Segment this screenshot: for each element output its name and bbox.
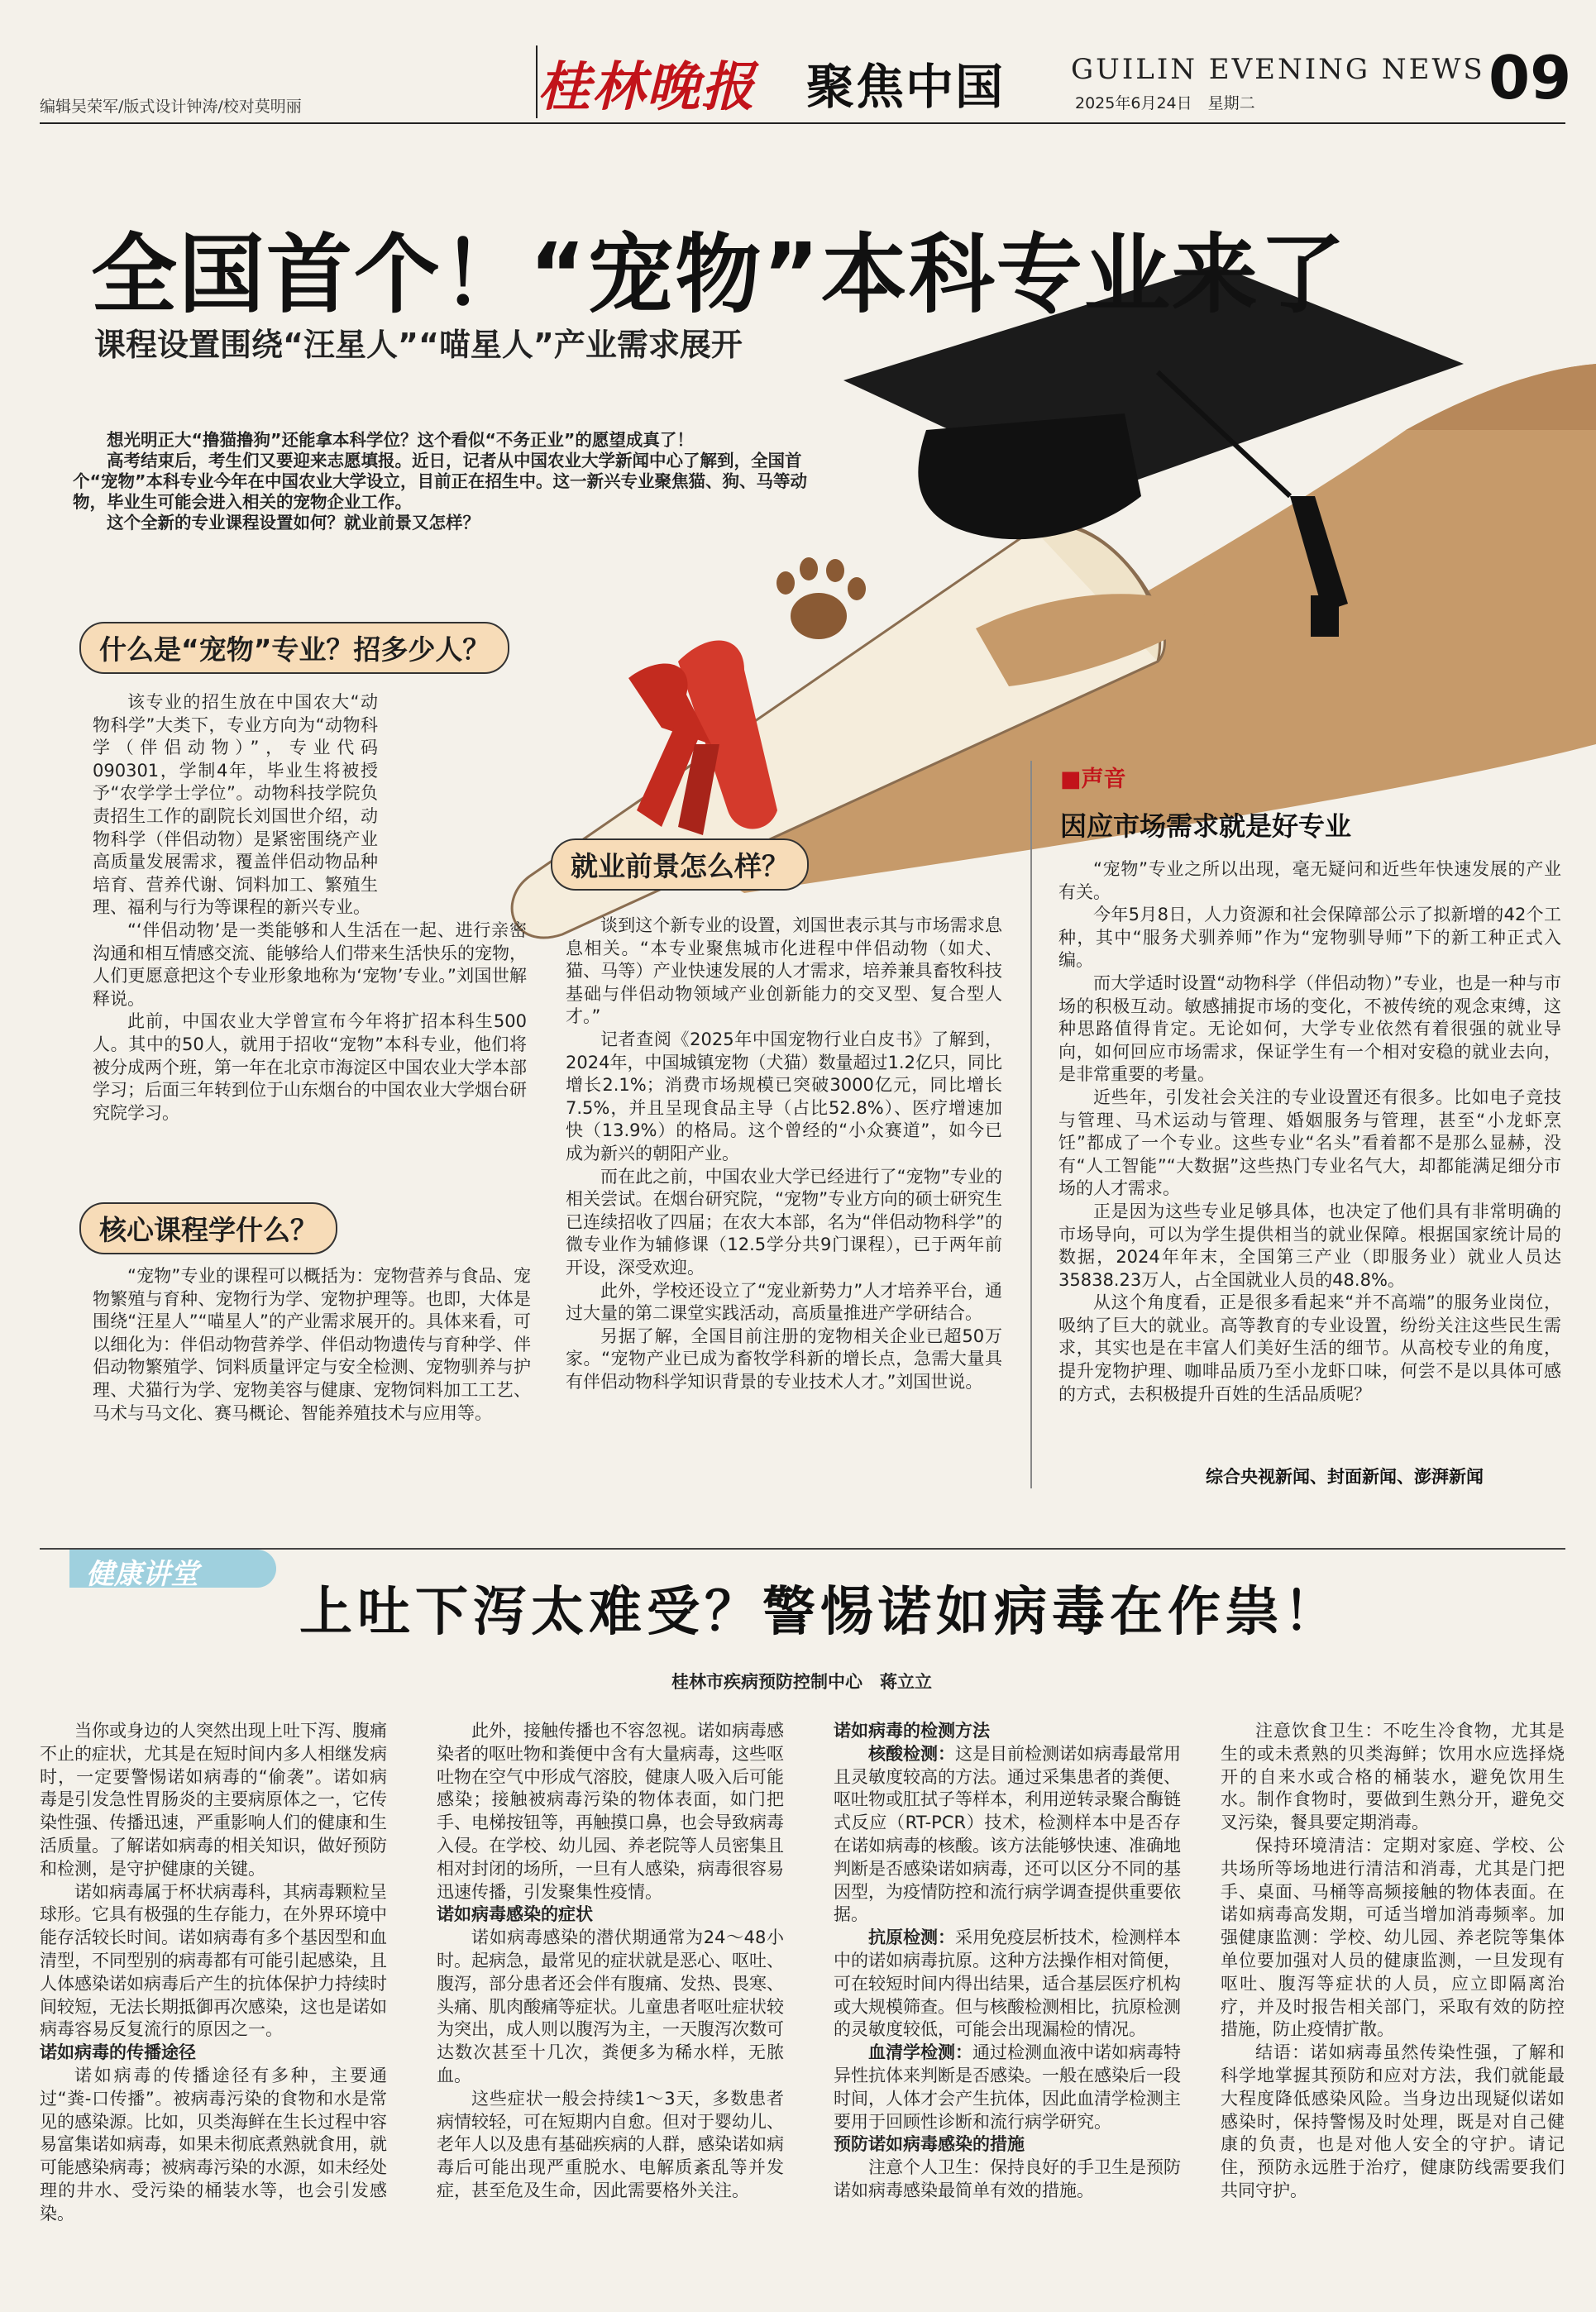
health-column-tag: 健康讲堂 <box>69 1550 276 1588</box>
body-paragraph: 而在此之前，中国农业大学已经进行了“宠物”专业的相关尝试。在烟台研究院，“宠物”专业方向的硕士研究生已连续招收了四届；在农大本部，名为“伴侣动物科学”的微专业作为辅修课（12.5学分共9门课程），已于两年前开设，深受欢迎。 <box>566 1166 1002 1278</box>
feature-intro <box>73 430 834 533</box>
newspaper-logo: 桂林晚报 <box>538 56 756 118</box>
feature-headline: 全国首个！“宠物”本科专业来了 <box>91 224 1347 325</box>
health-paragraph: 当你或身边的人突然出现上吐下泻、腹痛不止的症状，尤其是在短时间内多人相继发病时，一定要警惕诺如病毒的“偷袭”。诺如病毒是引发急性胃肠炎的主要病原体之一，它传染性强、传播迅速，严重影响人们的健康和生活质量。了解诺如病毒的相关知识，做好预防和检测，是守护健康的关键。 <box>40 1721 387 1879</box>
body-paragraph: 谈到这个新专业的设置，刘国世表示其与市场需求息息相关。“本专业聚焦城市化进程中伴侣动物（如犬、猫、马等）产业快速发展的人才需求，培养兼具畜牧科技基础与伴侣动物领域产业创新能力的交叉型、复合型人才。” <box>566 915 1002 1027</box>
health-paragraph: 此外，接触传播也不容忽视。诺如病毒感染者的呕吐物和粪便中含有大量病毒，这些呕吐物在空气中形成气溶胶，健康人吸入后可能感染；接触被病毒污染的物体表面，如门把手、电梯按钮等，再触摸口鼻，也会导致病毒入侵。在学校、幼儿园、养老院等人员密集且相对封闭的场所，一旦有人感染，病毒很容易迅速传播，引发聚集性疫情。 <box>437 1721 784 1902</box>
body-paragraph: 从这个角度看，正是很多看起来“并不高端”的服务业岗位，吸纳了巨大的就业。高等教育的专业设置，纷纷关注这些民生需求，其实也是在丰富人们美好生活的细节。从高校专业的角度，提升宠物护理、咖啡品质乃至小龙虾口味，何尝不是以具体可感的方式，去积极提升百姓的生活品质呢？ <box>1058 1292 1561 1404</box>
intro-paragraph: 这个全新的专业课程设置如何？就业前景又怎样？ <box>107 513 480 533</box>
q1-body <box>93 691 527 1125</box>
voice-body <box>1058 858 1561 1406</box>
body-paragraph: “宠物”专业的课程可以概括为：宠物营养与食品、宠物繁殖与育种、宠物行为学、宠物护理等。也即，大体是围绕“汪星人”“喵星人”的产业需求展开的。具体来看，可以细化为：伴侣动物营养学、伴侣动物遗传与育种学、伴侣动物繁殖学、饲料质量评定与安全检测、宠物驯养与护理、犬猫行为学、宠物美容与健康、宠物饲料加工工艺、马术与马文化、赛马概论、智能养殖技术与应用等。 <box>93 1266 531 1423</box>
health-subheading: 诺如病毒的传播途径 <box>40 2042 196 2063</box>
q3-heading: 就业前景怎么样？ <box>551 838 809 891</box>
health-paragraph: 结语：诺如病毒虽然传染性强，了解和科学地掌握其预防和应对方法，我们就能最大程度降低感染风险。当身边出现疑似诺如感染时，保持警惕及时处理，既是对自己健康的负责，也是对他人安全的守护。请记住，预防永远胜于治疗，健康防线需要我们共同守护。 <box>1221 2042 1565 2200</box>
body-paragraph: 近些年，引发社会关注的专业设置还有很多。比如电子竞技与管理、马术运动与管理、婚姻服务与管理，甚至“小龙虾烹饪”都成了一个专业。这些专业“名头”看着都不是那么显赫，没有“人工智能”“大数据”这些热门专业名气大，却都能满足细分市场的人才需求。 <box>1058 1087 1561 1199</box>
body-paragraph: 而大学适时设置“动物科学（伴侣动物）”专业，也是一种与市场的积极互动。敏感捕捉市场的变化，不被传统的观念束缚，这种思路值得肯定。无论如何，大学专业依然有着很强的就业导向，如何回应市场需求，保证学生有一个相对安稳的就业去向，是非常重要的考量。 <box>1058 972 1561 1085</box>
health-author: 桂林市疾病预防控制中心 蒋立立 <box>671 1672 932 1692</box>
issue-date: 2025年6月24日 星期二 <box>1075 94 1255 112</box>
paw-print-icon <box>776 557 866 639</box>
q3-body <box>566 915 1002 1393</box>
voice-tag: ■声音 <box>1060 767 1126 792</box>
section-title: 聚焦中国 <box>806 59 1006 115</box>
body-paragraph: 此前，中国农业大学曾宣布今年将扩招本科生500人。其中的50人，就用于招收“宠物”本科专业，他们将被分成两个班，第一年在北京市海淀区中国农业大学本部学习；后面三年转到位于山东烟台的中国农业大学烟台研究院学习。 <box>93 1011 527 1123</box>
feature-subhead: 课程设置围绕“汪星人”“喵星人”产业需求展开 <box>94 327 743 363</box>
section-separator <box>40 1548 1565 1550</box>
voice-title: 因应市场需求就是好专业 <box>1060 810 1352 842</box>
intro-paragraph: 高考结束后，考生们又要迎来志愿填报。近日，记者从中国农业大学新闻中心了解到，全国首个“宠物”本科专业今年在中国农业大学设立，目前正在招生中。这一新兴专业聚焦猫、狗、马等动物，毕业生可能会进入相关的宠物企业工作。 <box>73 451 807 512</box>
health-paragraph: 这些症状一般会持续1～3天，多数患者病情较轻，可在短期内自愈。但对于婴幼儿、老年人以及患有基础疾病的人群，感染诺如病毒后可能出现严重脱水、电解质紊乱等并发症，甚至危及生命，因此需要格外关注。 <box>437 2088 784 2200</box>
health-column-4 <box>1221 1720 1565 2203</box>
health-subheading: 诺如病毒的检测方法 <box>834 1721 990 1741</box>
health-paragraph: 保持环境清洁：定期对家庭、学校、公共场所等场地进行清洁和消毒，尤其是门把手、桌面、马桶等高频接触的物体表面。在诺如病毒高发期，可适当增加消毒频率。加强健康监测：学校、幼儿园、养老院等集体单位要加强对人员的健康监测，一旦发现有呕吐、腹泻等症状的人员，应立即隔离治疗，并及时报告相关部门，采取有效的防控措施，防止疫情扩散。 <box>1221 1835 1565 2040</box>
page-number: 09 <box>1488 43 1572 112</box>
body-paragraph: 另据了解，全国目前注册的宠物相关企业已超50万家。“宠物产业已成为畜牧学科新的增长点，急需大量具有伴侣动物科学知识背景的专业技术人才。”刘国世说。 <box>566 1326 1002 1392</box>
english-title: GUILIN EVENING NEWS <box>1071 53 1485 86</box>
body-paragraph: 今年5月8日，人力资源和社会保障部公示了拟新增的42个工种，其中“服务犬驯养师”作为“宠物驯导师”下的新工种正式入编。 <box>1058 905 1561 971</box>
body-paragraph: “‘伴侣动物’是一类能够和人生活在一起、进行亲密沟通和相互情感交流、能够给人们带来生活快乐的宠物，人们更愿意把这个专业形象地称为‘宠物’专业。”刘国世解释说。 <box>93 920 527 1009</box>
health-paragraph: 注意个人卫生：保持良好的手卫生是预防诺如病毒感染最简单有效的措施。 <box>834 2157 1181 2200</box>
health-subheading: 预防诺如病毒感染的措施 <box>834 2134 1025 2155</box>
health-headline: 上吐下泻太难受？警惕诺如病毒在作祟！ <box>299 1581 1341 1643</box>
q2-heading: 核心课程学什么？ <box>79 1202 337 1254</box>
paragraph-lead: 核酸检测： <box>868 1743 955 1764</box>
news-source: 综合央视新闻、封面新闻、澎湃新闻 <box>1206 1467 1484 1487</box>
column-divider <box>1030 761 1032 1488</box>
body-paragraph: 正是因为这些专业足够具体，也决定了他们具有非常明确的市场导向，可以为学生提供相当的就业保障。根据国家统计局的数据，2024年年末，全国第三产业（即服务业）就业人员达35838.23万人，占全国就业人员的48.8%。 <box>1058 1201 1561 1290</box>
health-paragraph: 诺如病毒属于杯状病毒科，其病毒颗粒呈球形。它具有极强的生存能力，在外界环境中能存活较长时间。诺如病毒有多个基因型和血清型，不同型别的病毒都有可能引起感染，且人体感染诺如病毒后产生的抗体保护力持续时间较短，无法长期抵御再次感染，这也是诺如病毒容易反复流行的原因之一。 <box>40 1881 387 2040</box>
health-paragraph: 抗原检测：采用免疫层析技术，检测样本中的诺如病毒抗原。这种方法操作相对简便，可在较短时间内得出结果，适合基层医疗机构或大规模筛查。但与核酸检测相比，抗原检测的灵敏度较低，可能会出现漏检的情况。 <box>834 1927 1181 2040</box>
health-paragraph: 血清学检测：通过检测血液中诺如病毒特异性抗体来判断是否感染。一般在感染后一段时间，人体才会产生抗体，因此血清学检测主要用于回顾性诊断和流行病学研究。 <box>834 2042 1181 2132</box>
intro-paragraph: 想光明正大“撸猫撸狗”还能拿本科学位？这个看似“不务正业”的愿望成真了！ <box>107 430 694 450</box>
health-subheading: 诺如病毒感染的症状 <box>437 1904 593 1925</box>
health-column-2 <box>437 1720 784 2203</box>
body-paragraph: 记者查阅《2025年中国宠物行业白皮书》了解到，2024年，中国城镇宠物（犬猫）数量超过1.2亿只，同比增长2.1%；消费市场规模已突破3000亿元，同比增长7.5%，并且呈现食品主导（占比52.8%）、医疗增速加快（13.9%）的格局。这个曾经的“小众赛道”，如今已成为新兴的朝阳产业。 <box>566 1029 1002 1163</box>
health-paragraph: 注意饮食卫生：不吃生冷食物，尤其是生的或未煮熟的贝类海鲜；饮用水应选择烧开的自来水或合格的桶装水，避免饮用生水。制作食物时，要做到生熟分开，避免交叉污染，餐具要定期消毒。 <box>1221 1721 1565 1833</box>
q2-body <box>93 1265 531 1425</box>
health-paragraph: 诺如病毒的传播途径有多种，主要通过“粪-口传播”。被病毒污染的食物和水是常见的感染源。比如，贝类海鲜在生长过程中容易富集诺如病毒，如果未彻底煮熟就食用，就可能感染病毒；被病毒污染的水源，如未经处理的井水、受污染的桶装水等，也会引发感染。 <box>40 2065 387 2224</box>
health-paragraph: 核酸检测：这是目前检测诺如病毒最常用且灵敏度较高的方法。通过采集患者的粪便、呕吐物或肛拭子等样本，利用逆转录聚合酶链式反应（RT-PCR）技术，检测样本中是否存在诺如病毒的核酸。该方法能够快速、准确地判断是否感染诺如病毒，还可以区分不同的基因型，为疫情防控和流行病学调查提供重要依据。 <box>834 1743 1181 1925</box>
body-paragraph: 此外，学校还设立了“宠业新势力”人才培养平台，通过大量的第二课堂实践活动，高质量推进产学研结合。 <box>566 1280 1002 1324</box>
health-paragraph: 诺如病毒感染的潜伏期通常为24～48小时。起病急，最常见的症状就是恶心、呕吐、腹泻，部分患者还会伴有腹痛、发热、畏寒、头痛、肌肉酸痛等症状。儿童患者呕吐症状较为突出，成人则以腹泻为主，一天腹泻次数可达数次甚至十几次，粪便多为稀水样，无脓血。 <box>437 1927 784 2085</box>
paragraph-lead: 抗原检测： <box>868 1927 955 1948</box>
editor-credits: 编辑吴荣军/版式设计钟涛/校对莫明丽 <box>40 98 302 116</box>
q1-heading: 什么是“宠物”专业？招多少人？ <box>79 622 509 674</box>
body-paragraph: “宠物”专业之所以出现，毫无疑问和近些年快速发展的产业有关。 <box>1058 859 1561 902</box>
body-paragraph: 该专业的招生放在中国农大“动物科学”大类下，专业方向为“动物科学（伴侣动物）”，专业代码090301，学制4年，毕业生将被授予“农学学士学位”。动物科技学院负责招生工作的副院长刘国世介绍，动物科学（伴侣动物）是紧密围绕产业高质量发展需求，覆盖伴侣动物品种培育、营养代谢、饲料加工、繁殖生理、福利与行为等课程的新兴专业。 <box>93 692 378 918</box>
health-column-3 <box>834 1720 1181 2203</box>
health-column-1 <box>40 1720 387 2226</box>
paragraph-lead: 血清学检测： <box>868 2042 972 2063</box>
